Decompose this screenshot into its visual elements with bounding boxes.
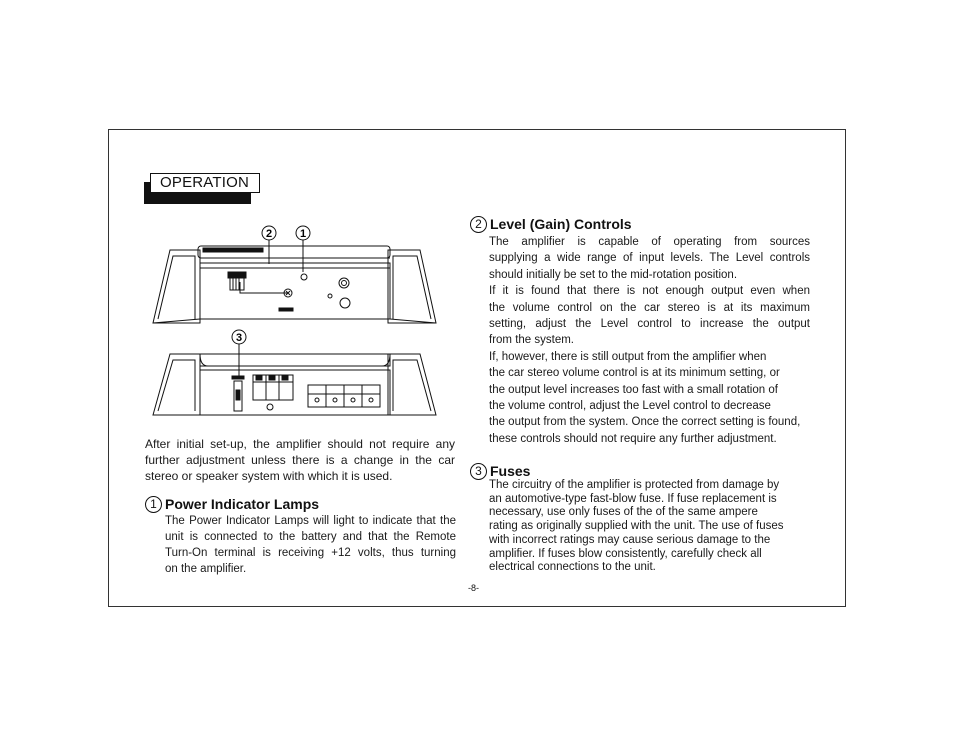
svg-text:2: 2 xyxy=(265,228,273,240)
power-line: The Power Indicator Lamps will light to indicate that the xyxy=(165,515,456,527)
level-line: If, however, there is still output from the amplifier when xyxy=(489,350,767,363)
fuses-line: electrical connections to the unit. xyxy=(489,561,656,574)
power-line: on the amplifier. xyxy=(165,563,247,575)
fuses-title: Fuses xyxy=(490,463,531,479)
fuses-line: rating as originally supplied with the unit. The use of fuses xyxy=(489,520,784,533)
level-heading xyxy=(470,215,632,233)
intro-line: stereo or speaker system with which it is used. xyxy=(145,469,393,483)
callout-1 xyxy=(296,226,310,272)
level-line: the volume control on the car stereo is at its maximum xyxy=(489,301,810,314)
page-number: -8- xyxy=(468,583,479,593)
power-paragraph xyxy=(165,513,456,577)
level-title: Level (Gain) Controls xyxy=(490,216,632,232)
power-line: Turn-On terminal is receiving +12 volts, thus turning xyxy=(165,547,456,559)
power-heading xyxy=(145,495,319,513)
fuses-number: 3 xyxy=(470,463,487,480)
level-line: If it is found that there is not enough output even when xyxy=(489,285,810,298)
fuses-line: with incorrect ratings may cause serious damage to the xyxy=(489,533,771,546)
amplifier-front-view xyxy=(153,246,436,323)
level-number: 2 xyxy=(470,216,487,233)
power-number: 1 xyxy=(145,496,162,513)
svg-text:3: 3 xyxy=(235,332,243,344)
intro-line: further adjustment unless there is a change in the car xyxy=(145,453,455,467)
callout-3 xyxy=(232,330,246,376)
amplifier-diagram xyxy=(148,220,448,430)
level-line: The amplifier is capable of operating from sources xyxy=(489,236,810,248)
fuses-line: amplifier. If fuses blow consistently, carefully check all xyxy=(489,547,762,560)
level-line: these controls should not require any further adjustment. xyxy=(489,432,777,445)
fuses-line: necessary, use only fuses of the of the same ampere xyxy=(489,506,758,519)
level-line: the output from the system. Once the correct setting is found, xyxy=(489,416,801,429)
fuses-heading xyxy=(470,462,530,480)
level-line: the output level increases too fast with a small rotation of xyxy=(489,383,778,396)
intro-line: After initial set-up, the amplifier should not require any xyxy=(145,437,455,451)
level-line: the volume control, adjust the Level control to decrease xyxy=(489,400,771,413)
power-title: Power Indicator Lamps xyxy=(165,496,320,512)
amplifier-rear-view xyxy=(153,354,436,415)
fuses-line: an automotive-type fast-blow fuse. If fuse replacement is xyxy=(489,492,777,505)
level-line: from the system. xyxy=(489,334,574,347)
power-line: unit is connected to the battery and that the Remote xyxy=(165,531,456,543)
level-line: should initially be set to the mid-rotation position. xyxy=(489,268,738,281)
level-line: the car stereo volume control is at its minimum setting, or xyxy=(489,367,780,380)
svg-text:1: 1 xyxy=(299,228,307,240)
level-line: supplying a wide range of input levels. The Level controls xyxy=(489,252,810,265)
fuses-paragraph xyxy=(489,479,811,575)
level-line: setting, adjust the Level control to increase the output xyxy=(489,318,810,331)
intro-paragraph xyxy=(145,436,455,484)
section-title: OPERATION xyxy=(150,173,260,193)
fuses-line: The circuitry of the amplifier is protected from damage by xyxy=(489,479,780,491)
power-lamp-icon xyxy=(301,274,307,280)
level-paragraph xyxy=(489,234,810,447)
